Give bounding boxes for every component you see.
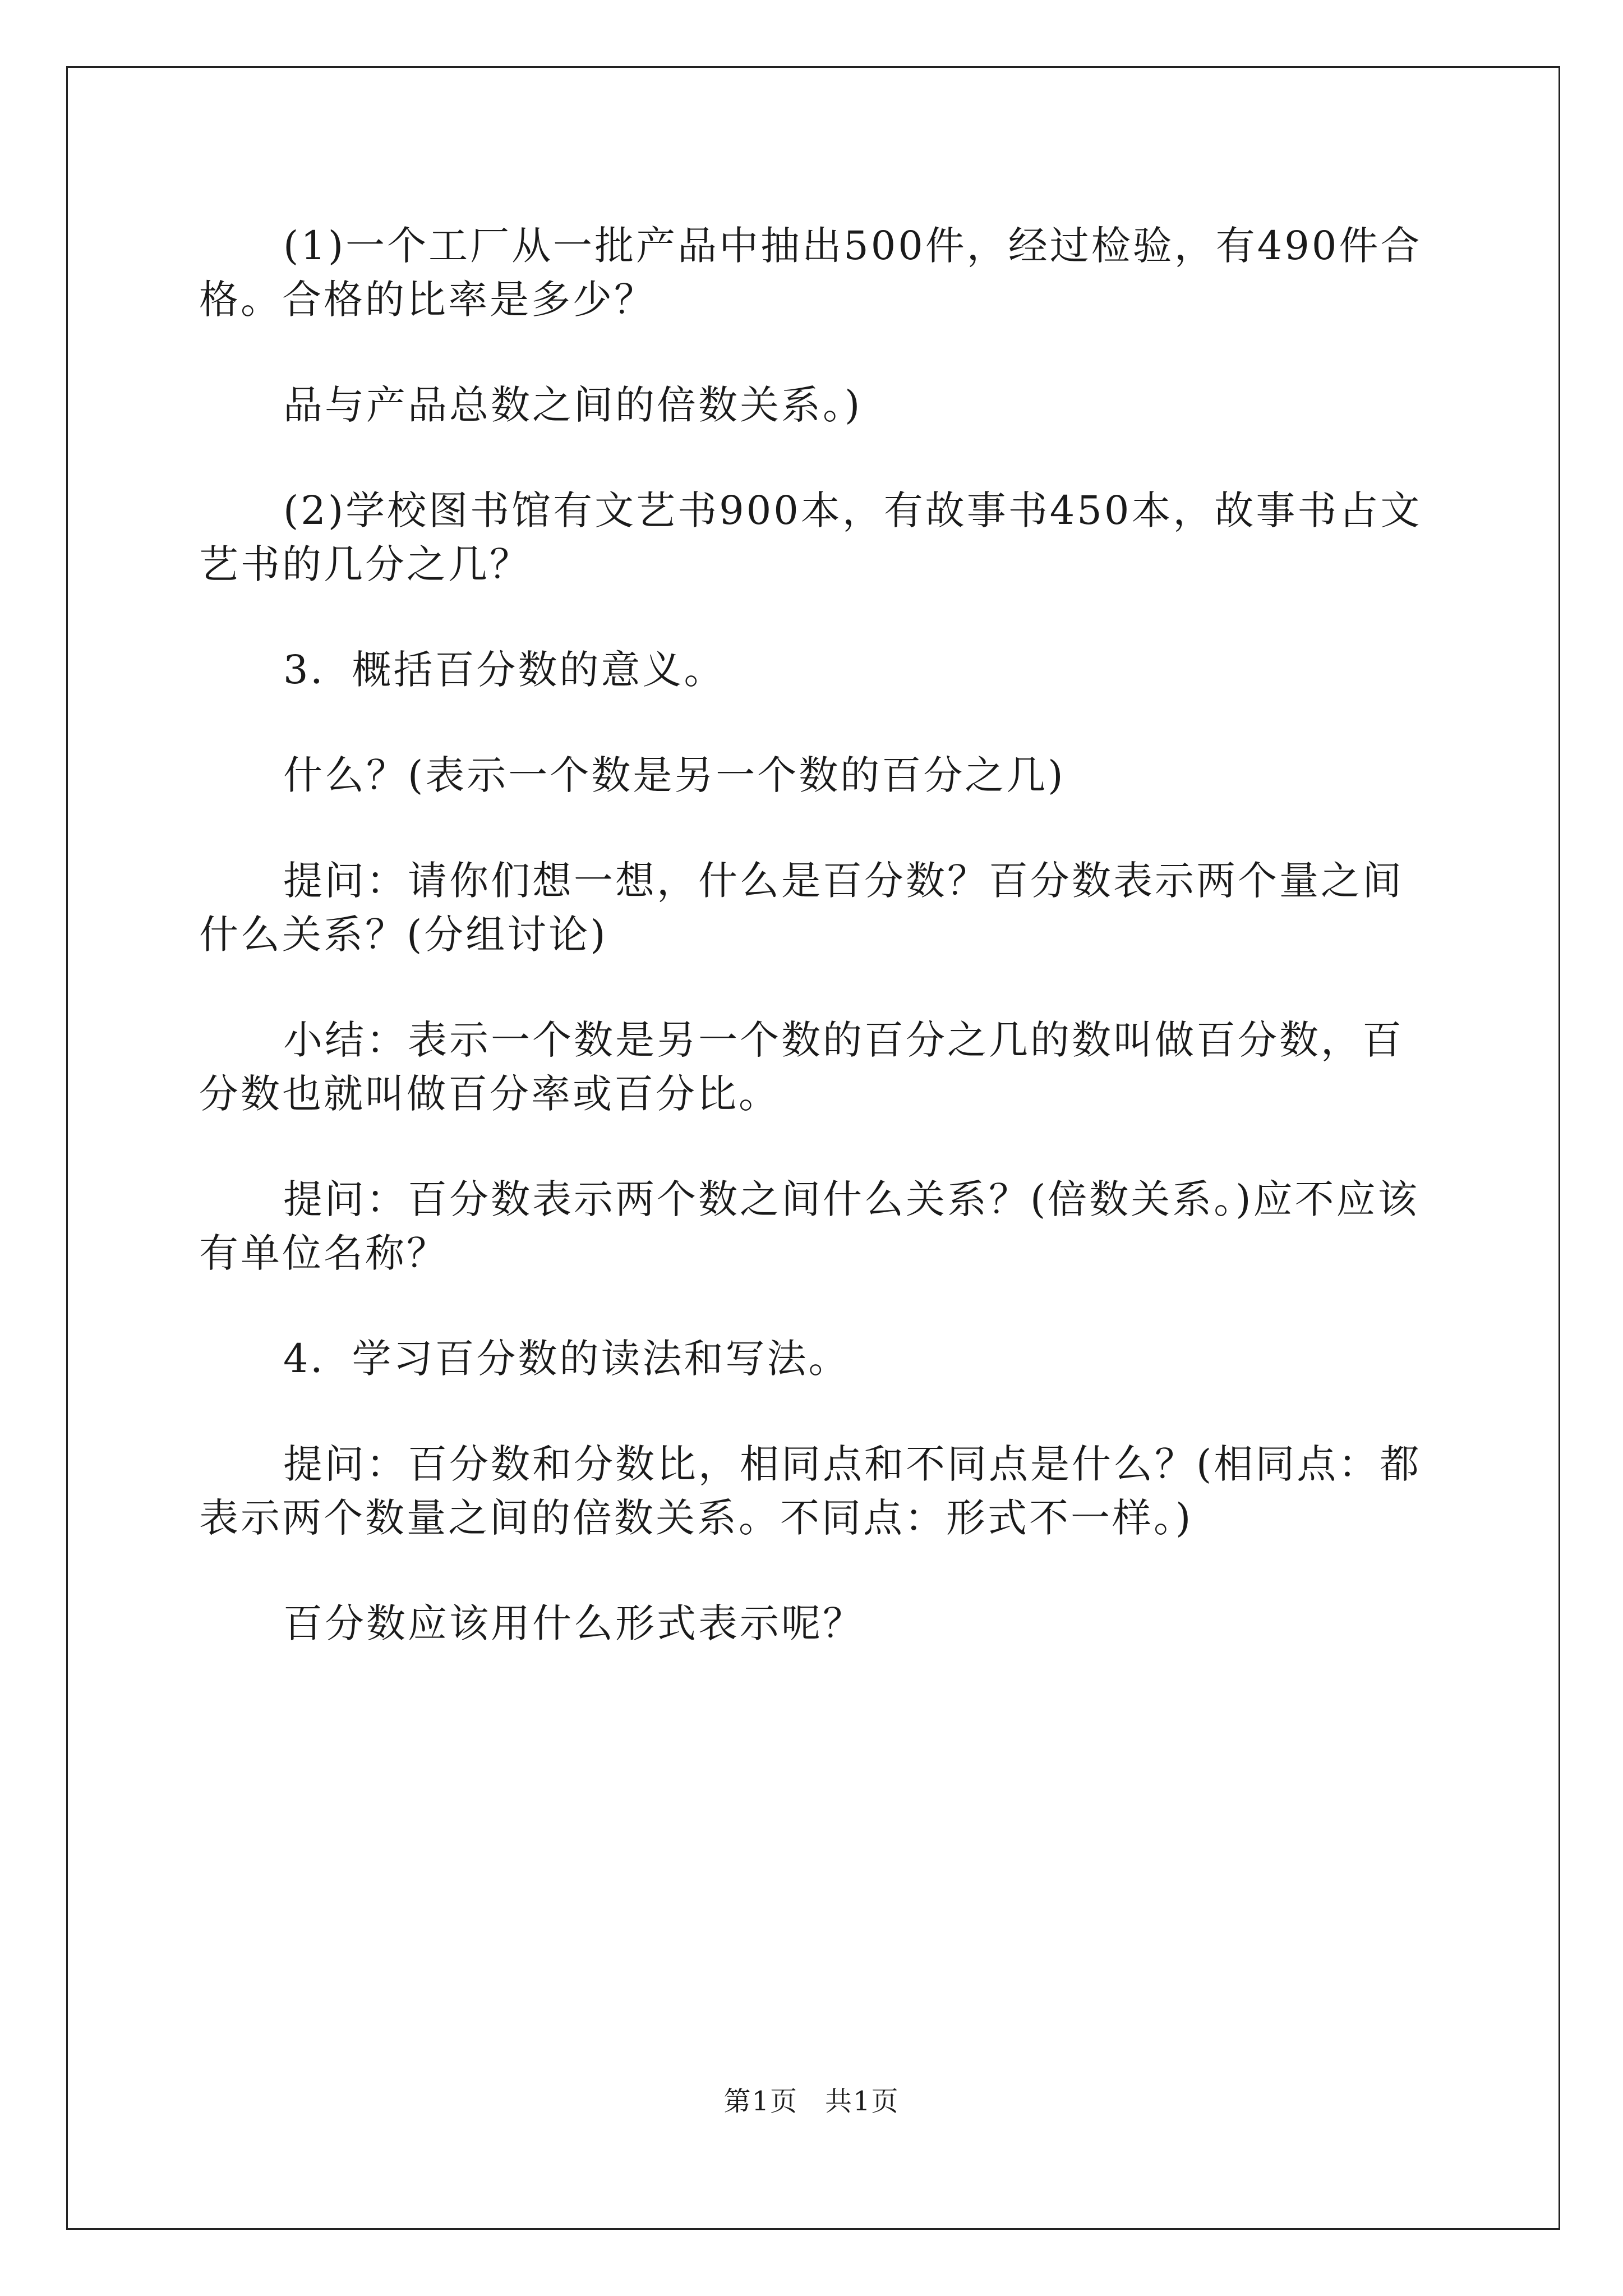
page-total: 共1页: [825, 2086, 900, 2117]
page-footer: [0, 2085, 1623, 2118]
paragraph: (2)学校图书馆有文艺书900本，有故事书450本，故事书占文艺书的几分之几？: [199, 487, 1422, 587]
paragraph: 3．概括百分数的意义。: [283, 647, 726, 693]
paragraph: 什么？(表示一个数是另一个数的百分之几): [283, 752, 1066, 798]
paragraph: 百分数应该用什么形式表示呢？: [283, 1600, 864, 1646]
paragraph: 4．学习百分数的读法和写法。: [283, 1336, 850, 1382]
paragraph: (1)一个工厂从一批产品中抽出500件，经过检验，有490件合格。合格的比率是多少？: [199, 223, 1422, 323]
paragraph: 提问：百分数表示两个数之间什么关系？(倍数关系。)应不应该有单位名称？: [199, 1176, 1419, 1276]
paragraph: 品与产品总数之间的倍数关系。): [283, 382, 863, 428]
document-body: [199, 219, 1433, 1702]
paragraph: 提问：百分数和分数比，相同点和不同点是什么？(相同点：都表示两个数量之间的倍数关系。不同点：形式不一样。): [199, 1441, 1422, 1541]
paragraph: 小结：表示一个数是另一个数的百分之几的数叫做百分数，百分数也就叫做百分率或百分比。: [199, 1017, 1404, 1117]
page-number: 第1页: [723, 2086, 798, 2117]
paragraph: 提问：请你们想一想，什么是百分数？百分数表示两个量之间什么关系？(分组讨论): [199, 858, 1404, 958]
